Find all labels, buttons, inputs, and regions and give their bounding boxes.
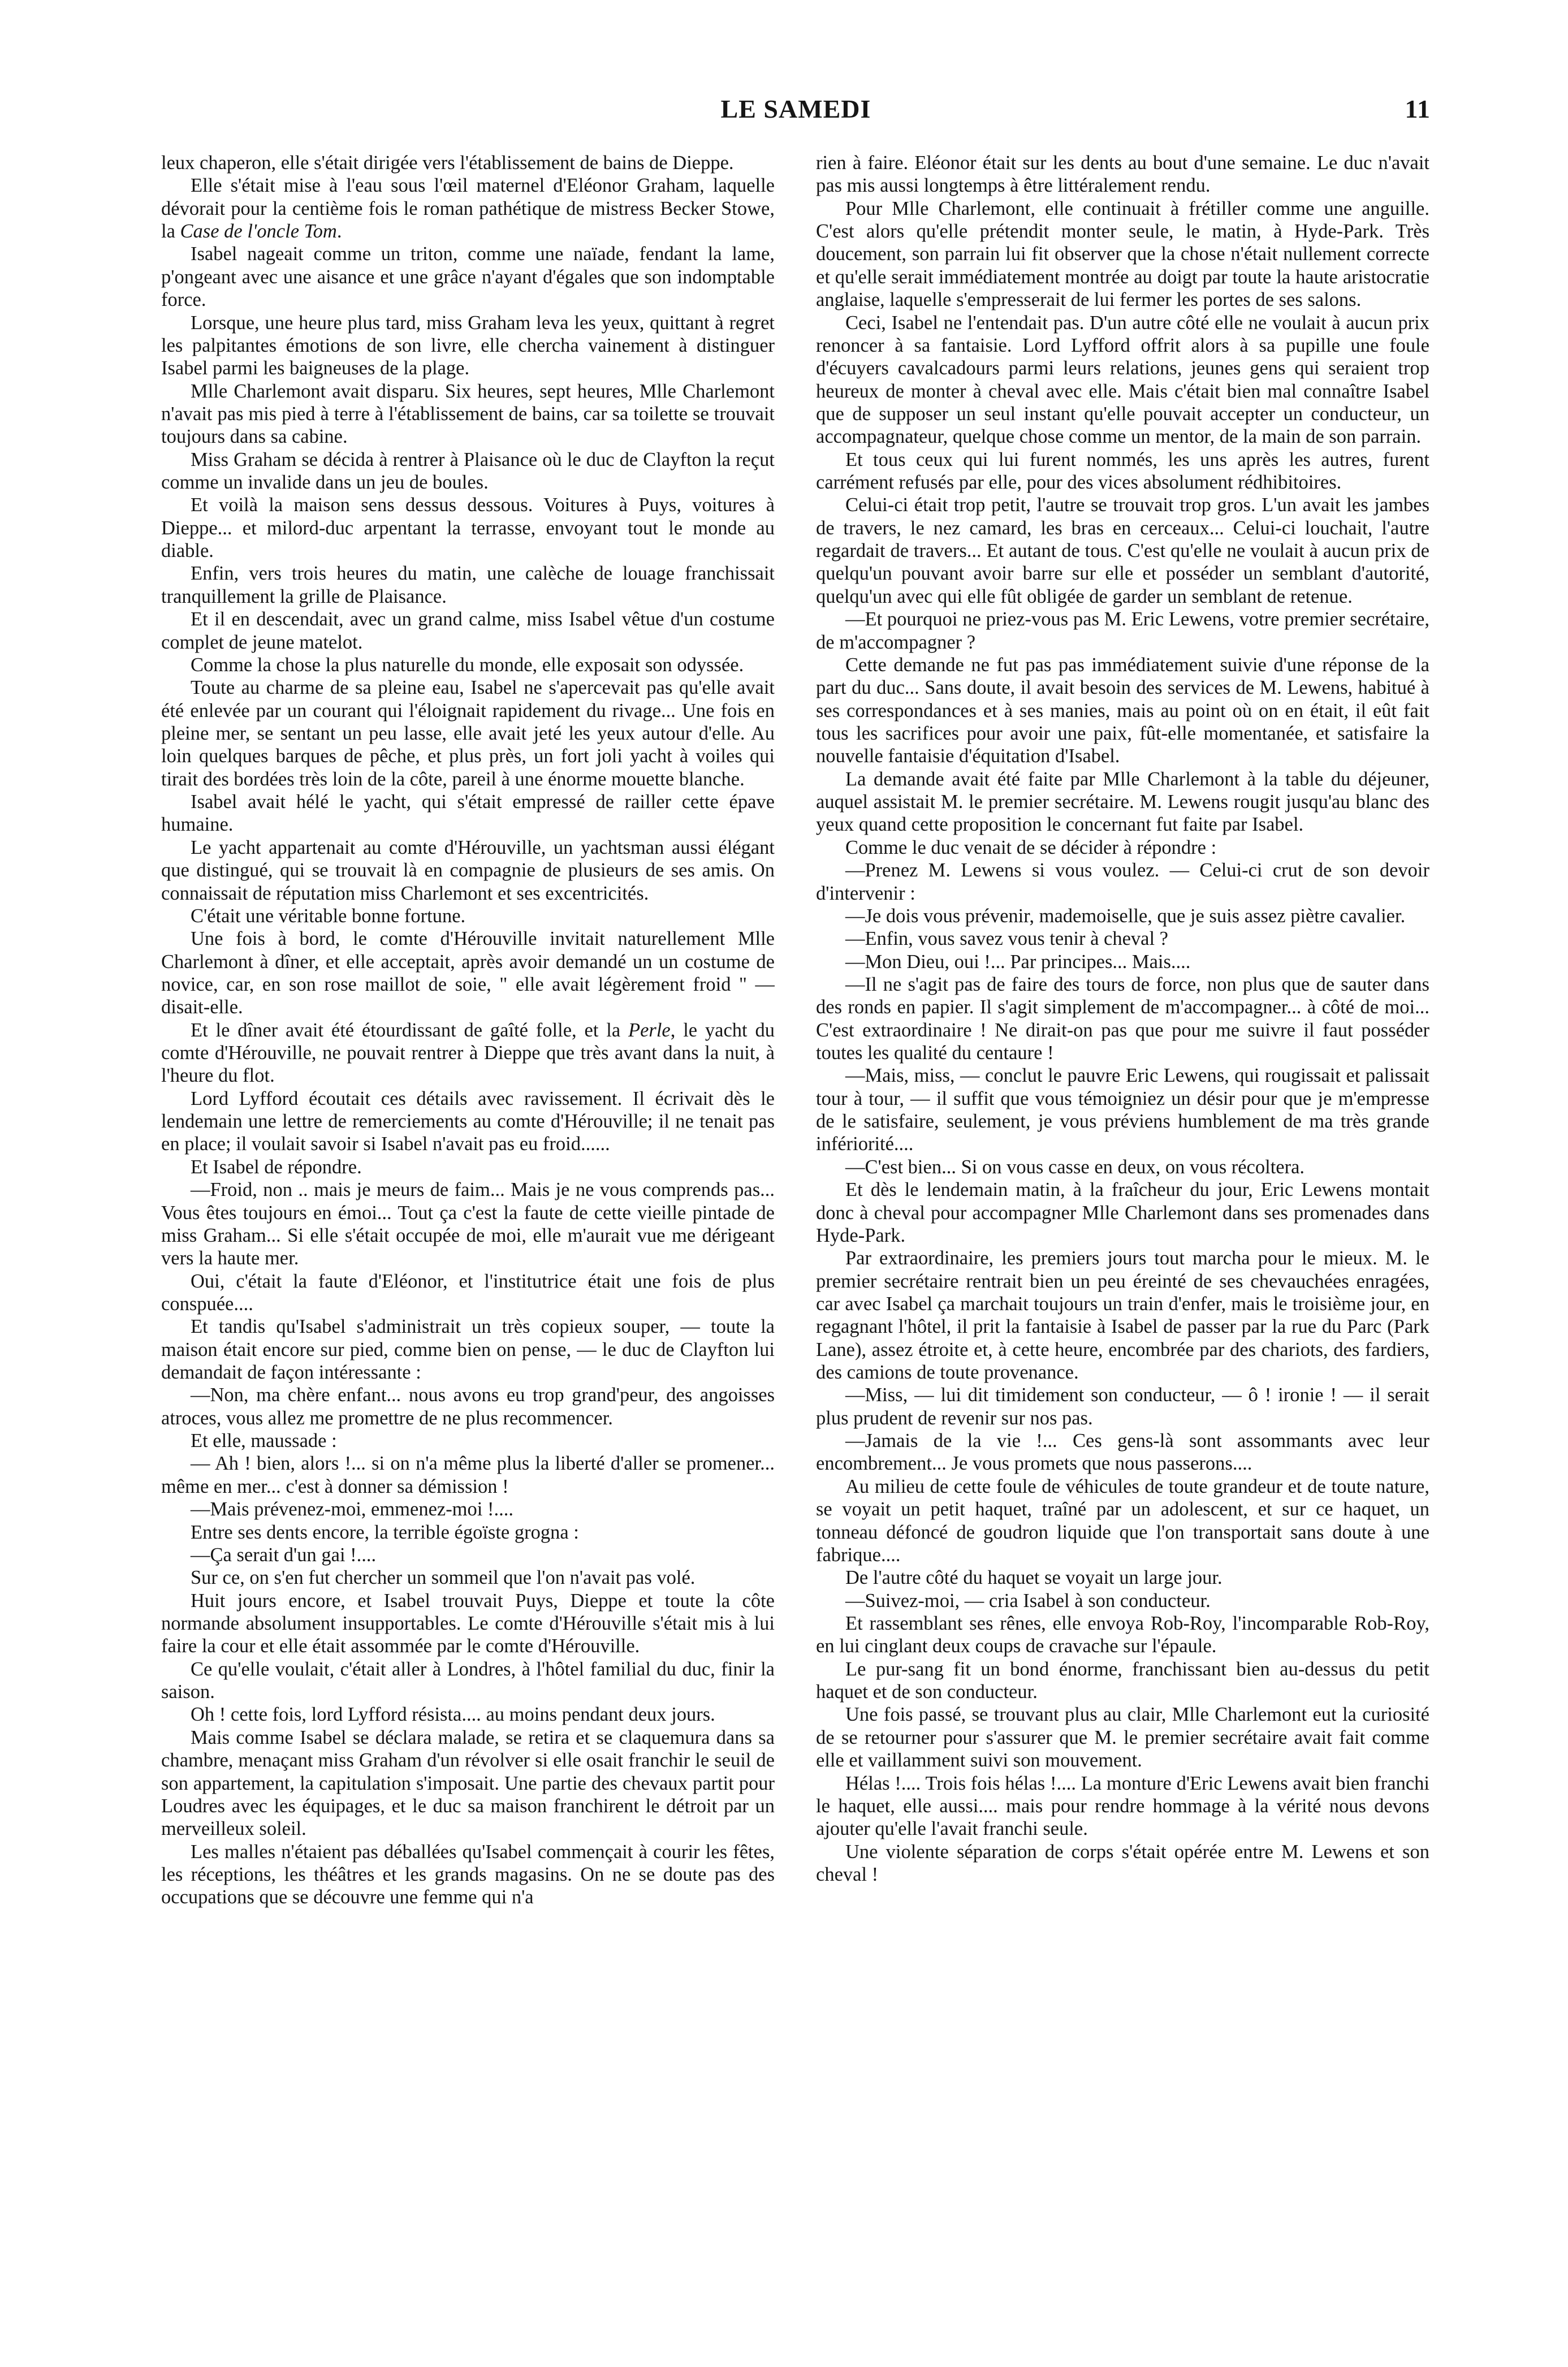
paragraph: Hélas !.... Trois fois hélas !.... La monture d'Eric Lewens avait bien franchi le haquet, elle aussi.... mais pour rendre hommage à la vérité nous devons ajouter qu'elle l'avait franchi seule.	[816, 1772, 1429, 1840]
paragraph: Et dès le lendemain matin, à la fraîcheur du jour, Eric Lewens montait donc à cheval pour accompagner Mlle Charlemont dans ses promenades dans Hyde-Park.	[816, 1179, 1429, 1246]
paragraph: Oh ! cette fois, lord Lyfford résista.... au moins pendant deux jours.	[191, 1704, 715, 1726]
paragraph: Pour Mlle Charlemont, elle continuait à frétiller comme une anguille. C'est alors qu'elle prétendit monter seule, le matin, à Hyde-Park. Très doucement, son parrain lui fit observer que la chose n'était nullement correcte et qu'elle serait immédiatement montrée au doigt par toute la haute aristocratie anglaise, laquelle s'empresserait de lui fermer les portes de ses salons.	[816, 197, 1429, 311]
text-column-left	[161, 152, 775, 2346]
italic-title: Case de l'oncle Tom	[180, 221, 337, 243]
paragraph: —Froid, non .. mais je meurs de faim... Mais je ne vous comprends pas... Vous êtes toujours en émoi... Tout ça c'est la faute de cette vieille pintade de miss Graham... Si elle s'était occupée de moi, elle m'aurait vue me dérigeant vers la haute mer.	[161, 1179, 775, 1269]
paragraph: Toute au charme de sa pleine eau, Isabel ne s'apercevait pas qu'elle avait été enlevée par un courant qui l'éloignait rapidement du rivage... Une fois en pleine mer, se sentant un peu lasse, elle avait jeté les yeux autour d'elle. Au loin quelques barques de pêche, et plus près, un fort joli yacht à voiles qui tirait des bordées très loin de la côte, pareil à une énorme mouette blanche.	[161, 677, 775, 790]
paragraph: —Jamais de la vie !... Ces gens-là sont assommants avec leur encombrement... Je vous promets que nous passerons....	[816, 1430, 1429, 1475]
paragraph: Huit jours encore, et Isabel trouvait Puys, Dieppe et toute la côte normande absolument insupportables. Le comte d'Hérouville s'était mis à lui faire la cour et elle était assommée par le comte d'Hérouville.	[161, 1589, 775, 1657]
paragraph: —Ça serait d'un gai !....	[191, 1544, 377, 1566]
paragraph: Et voilà la maison sens dessus dessous. Voitures à Puys, voitures à Dieppe... et milord-duc arpentant la terrasse, envoyant tout le monde au diable.	[161, 494, 775, 562]
paragraph: —Mais prévenez-moi, emmenez-moi !....	[191, 1498, 513, 1521]
paragraph: Et tandis qu'Isabel s'administrait un très copieux souper, — toute la maison était encore sur pied, comme bien on pense, — le duc de Clayfton lui demandait de façon intéressante :	[161, 1316, 775, 1384]
paragraph: Oui, c'était la faute d'Eléonor, et l'institutrice était une fois de plus conspuée....	[161, 1270, 775, 1315]
paragraph: Lorsque, une heure plus tard, miss Graham leva les yeux, quittant à regret les palpitantes émotions de son livre, elle chercha vainement à distinguer Isabel parmi les baigneuses de la plage.	[161, 312, 775, 379]
publication-title: LE SAMEDI	[720, 94, 871, 123]
paragraph: Au milieu de cette foule de véhicules de toute grandeur et de toute nature, se voyait un petit haquet, traîné par un adolescent, et sur ce haquet, un tonneau défoncé de goudron liquide que l'on transportait sans doute à une fabrique....	[816, 1475, 1429, 1566]
paragraph: —Suivez-moi, — cria Isabel à son conducteur.	[845, 1589, 1211, 1612]
paragraph: rien à faire. Eléonor était sur les dents au bout d'une semaine. Le duc n'avait pas mis aussi longtemps à être littéralement rendu.	[816, 152, 1429, 197]
paragraph: Isabel avait hélé le yacht, qui s'était empressé de railler cette épave humaine.	[161, 791, 775, 836]
paragraph: Isabel nageait comme un triton, comme une naïade, fendant la lame, p'ongeant avec une aisance et une grâce n'ayant d'égales que son indomptable force.	[161, 243, 775, 311]
paragraph: —Miss, — lui dit timidement son conducteur, — ô ! ironie ! — il serait plus prudent de revenir sur nos pas.	[816, 1384, 1429, 1429]
paragraph: Et elle, maussade :	[191, 1430, 337, 1452]
paragraph: De l'autre côté du haquet se voyait un large jour.	[845, 1567, 1223, 1589]
paragraph: Cette demande ne fut pas pas immédiatement suivie d'une réponse de la part du duc... Sans doute, il avait besoin des services de M. Lewens, habitué à ses correspondances et à ses manies, mais au point où on en était, il eût fait tous les sacrifices pour avoir une paix, fût-elle momentanée, et satisfaire la nouvelle fantaisie d'équitation d'Isabel.	[816, 654, 1429, 767]
paragraph: Elle s'était mise à l'eau sous l'œil maternel d'Eléonor Graham, laquelle dévorait pour la centième fois le roman pathétique de mistress Becker Stowe, la Case de l'oncle Tom.	[161, 175, 775, 243]
paragraph: Celui-ci était trop petit, l'autre se trouvait trop gros. L'un avait les jambes de travers, le nez camard, les bras en cerceaux... Celui-ci louchait, l'autre regardait de travers... Et autant de tous. C'est qu'elle ne voulait à aucun prix de quelqu'un pouvant avoir barre sur elle et posséder un semblant d'autorité, quelqu'un avec qui elle fût obligée de garder un semblant de retenue.	[816, 494, 1429, 607]
paragraph: Mais comme Isabel se déclara malade, se retira et se claquemura dans sa chambre, menaçant miss Graham d'un révolver si elle osait franchir le seuil de son appartement, la capitulation s'imposait. Une partie des chevaux partit pour Loudres avec les équipages, et le duc sa maison franchirent le détroit par un merveilleux soleil.	[161, 1726, 775, 1840]
paragraph: leux chaperon, elle s'était dirigée vers l'établissement de bains de Dieppe.	[161, 152, 734, 174]
text-column-right	[816, 152, 1429, 2346]
paragraph: Ceci, Isabel ne l'entendait pas. D'un autre côté elle ne voulait à aucun prix renoncer à sa fantaisie. Lord Lyfford offrit alors à sa pupille une foule d'écuyers cavalcadours parmi leurs relations, jeunes gens qui seraient trop heureux de monter à cheval avec elle. Mais c'était bien mal connaître Isabel que de supposer un seul instant qu'elle pouvait accepter un conducteur, un accompagnateur, quelque chose comme un mentor, de la main de son parrain.	[816, 312, 1429, 448]
paragraph: Miss Graham se décida à rentrer à Plaisance où le duc de Clayfton la reçut comme un invalide dans un jeu de boules.	[161, 448, 775, 494]
paragraph: Une fois à bord, le comte d'Hérouville invitait naturellement Mlle Charlemont à dîner, et elle acceptait, après avoir demandé un un costume de novice, car, en son rose maillot de soie, " elle avait légèrement froid " — disait-elle.	[161, 928, 775, 1018]
paragraph: Et il en descendait, avec un grand calme, miss Isabel vêtue d'un costume complet de jeune matelot.	[161, 608, 775, 653]
paragraph: —Enfin, vous savez vous tenir à cheval ?	[845, 928, 1168, 950]
paragraph: Une fois passé, se trouvant plus au clair, Mlle Charlemont eut la curiosité de se retourner pour s'assurer que M. le premier secrétaire avait fait comme elle et vaillamment suivi son mouvement.	[816, 1704, 1429, 1772]
paragraph: Lord Lyfford écoutait ces détails avec ravissement. Il écrivait dès le lendemain une lettre de remerciements au comte d'Hérouville; il ne tenait pas en place; il voulait savoir si Isabel n'avait pas eu froid......	[161, 1087, 775, 1155]
page-number: 11	[1405, 94, 1431, 123]
paragraph: —Mon Dieu, oui !... Par principes... Mais....	[845, 951, 1191, 973]
paragraph: —Prenez M. Lewens si vous voulez. — Celui-ci crut de son devoir d'intervenir :	[816, 859, 1429, 904]
paragraph: Mlle Charlemont avait disparu. Six heures, sept heures, Mlle Charlemont n'avait pas mis pied à terre à l'établissement de bains, car sa toilette se trouvait toujours dans sa cabine.	[161, 380, 775, 448]
paragraph: Ce qu'elle voulait, c'était aller à Londres, à l'hôtel familial du duc, finir la saison.	[161, 1658, 775, 1703]
paragraph: Le pur-sang fit un bond énorme, franchissant bien au-dessus du petit haquet et de son conducteur.	[816, 1658, 1429, 1703]
paragraph: Par extraordinaire, les premiers jours tout marcha pour le mieux. M. le premier secrétaire rentrait bien un peu éreinté de ses chevauchées enragées, car avec Isabel ça marchait toujours un train d'enfer, mais le troisième jour, en regagnant l'hôtel, il prit la fantaisie à Isabel de passer par la rue du Parc (Park Lane), assez étroite et, à cette heure, encombrée par des chariots, des fardiers, des camions de toute provenance.	[816, 1247, 1429, 1384]
paragraph: Et le dîner avait été étourdissant de gaîté folle, et la Perle, le yacht du comte d'Hérouville, ne pouvait rentrer à Dieppe que très avant dans la nuit, à l'heure du flot.	[161, 1019, 775, 1087]
paragraph: Une violente séparation de corps s'était opérée entre M. Lewens et son cheval !	[816, 1841, 1429, 1885]
italic-title: Perle	[628, 1019, 671, 1041]
paragraph: Comme le duc venait de se décider à répondre :	[845, 836, 1217, 858]
paragraph: —Je dois vous prévenir, mademoiselle, que je suis assez piètre cavalier.	[845, 905, 1406, 927]
paragraph: Et Isabel de répondre.	[191, 1156, 362, 1178]
paragraph: Et tous ceux qui lui furent nommés, les uns après les autres, furent carrément refusés par elle, pour des vices absolument rédhibitoires.	[816, 448, 1429, 494]
paragraph: Sur ce, on s'en fut chercher un sommeil que l'on n'avait pas volé.	[191, 1567, 696, 1589]
paragraph: —Il ne s'agit pas de faire des tours de force, non plus que de sauter dans des ronds en papier. Il s'agit simplement de m'accompagner... à côté de moi... C'est extraordinaire ! Ne dirait-on pas que pour me suivre il faut posséder toutes les qualité du centaure !	[816, 973, 1429, 1064]
paragraph: —C'est bien... Si on vous casse en deux, on vous récoltera.	[845, 1156, 1305, 1178]
paragraph: Enfin, vers trois heures du matin, une calèche de louage franchissait tranquillement la grille de Plaisance.	[161, 563, 775, 607]
paragraph: —Non, ma chère enfant... nous avons eu trop grand'peur, des angoisses atroces, vous allez me promettre de ne plus recommencer.	[161, 1384, 775, 1429]
paragraph: Les malles n'étaient pas déballées qu'Isabel commençait à courir les fêtes, les réceptions, les théâtres et les grands magasins. On ne se doute pas des occupations que se découvre une femme qui n'a	[161, 1841, 775, 1908]
paragraph: Comme la chose la plus naturelle du monde, elle exposait son odyssée.	[191, 654, 744, 676]
paragraph: La demande avait été faite par Mlle Charlemont à la table du déjeuner, auquel assistait M. le premier secrétaire. M. Lewens rougit jusqu'au blanc des yeux quand cette proposition le concernant fut faite par Isabel.	[816, 768, 1429, 836]
paragraph: Entre ses dents encore, la terrible égoïste grogna :	[191, 1521, 579, 1543]
paragraph: —Et pourquoi ne priez-vous pas M. Eric Lewens, votre premier secrétaire, de m'accompagner ?	[816, 608, 1429, 653]
paragraph: Et rassemblant ses rênes, elle envoya Rob-Roy, l'incomparable Rob-Roy, en lui cinglant deux coups de cravache sur l'épaule.	[816, 1613, 1429, 1657]
running-header	[161, 90, 1431, 130]
paragraph: C'était une véritable bonne fortune.	[191, 905, 466, 927]
paragraph: — Ah ! bien, alors !... si on n'a même plus la liberté d'aller se promener... même en mer... c'est à donner sa démission !	[161, 1453, 775, 1497]
paragraph: Le yacht appartenait au comte d'Hérouville, un yachtsman aussi élégant que distingué, qui se trouvait là en compagnie de plusieurs de ses amis. On connaissait de réputation miss Charlemont et ses excentricités.	[161, 836, 775, 904]
paragraph: —Mais, miss, — conclut le pauvre Eric Lewens, qui rougissait et palissait tour à tour, — il suffit que vous témoigniez un désir pour que je m'empresse de le satisfaire, seulement, je vous préviens humblement de ma très grande infériorité....	[816, 1065, 1429, 1155]
